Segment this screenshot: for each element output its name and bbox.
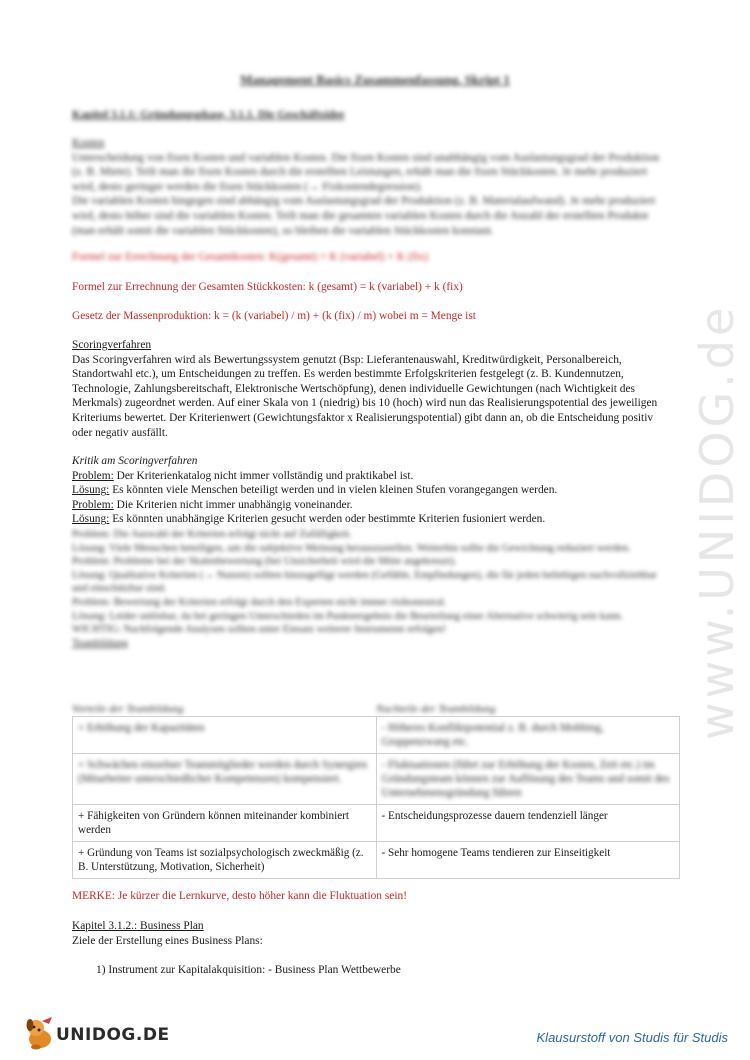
kosten-paragraph-1: Unterscheidung von fixen Kosten und variablen Kosten. Die fixen Kosten sind unabhängig vom Auslastungsgrad der Produktion (z. B. Miete). Teilt man die fixen Kosten durch die erstellten Leistungen, erhält man die fixen Stückkosten. Je mehr produziert wird, desto geringer werden die fixen Stückkosten (→ Fixkostendegression). [72,151,660,193]
kritik-heading: Kritik am Scoringverfahren [72,455,198,467]
merke-note: MERKE: Je kürzer die Lernkurve, desto höher kann die Fluktuation sein! [72,890,407,902]
kosten-paragraph-2: Die variablen Kosten hingegen sind abhängig vom Auslastungsgrad der Produktion (z. B. Materialaufwand). Je mehr produziert wird, desto höher sind die variablen Kosten. Teilt man die gesamten variablen Kosten durch die Anzahl der erstellten Produkte (man erhält somit die variablen Stückkosten), so bleiben die variablen Stückkosten konstant. [72,195,656,237]
kosten-section [72,136,672,238]
scoring-heading: Scoringverfahren [72,339,152,351]
team-cell-pro: + Gründung von Teams ist sozialpsychologisch zweckmäßig (z. B. Unterstützung, Motivation, Sicherheit) [73,842,377,879]
formula-stueckkosten: Formel zur Errechnung der Gesamten Stückkosten: k (gesamt) = k (variabel) + k (fix) [72,281,463,293]
kosten-heading: Kosten [72,137,105,149]
team-cell-pro: + Schwächen einzelner Teammitglieder werden durch Synergien (Mitarbeiter unterschiedlicher Kompetenzen) kompensiert. [73,754,377,805]
table-row [73,805,680,842]
kritik-line-2: Lösung: Es könnten viele Menschen beteiligt werden und in vielen kleinen Stufen vorangegangen werden. [72,484,558,497]
team-cell-contra: - Sehr homogene Teams tendieren zur Einseitigkeit [376,842,680,879]
team-cell-pro: + Erhöhung der Kapazitäten [73,717,377,754]
kritik-blurred-line: Problem: Probleme bei der Skalenbewertung (bei Unsicherheit wird die Mitte angekreuzt). [72,556,457,568]
kritik-line-3: Problem: Die Kriterien nicht immer unabhängig voneinander. [72,498,353,511]
team-table [72,716,680,879]
kritik-blurred-line: Problem: Bewertung der Kriterien erfolgt durch den Experten nicht immer risikoneutral. [72,596,447,608]
team-cell-pro: + Fähigkeiten von Gründern können miteinander kombiniert werden [73,805,377,842]
teambildung-heading: Teambildung [72,637,128,649]
ziele-text: Ziele der Erstellung eines Business Plans: [72,935,263,947]
kritik-blurred-line: Problem: Die Auswahl der Kriterien erfolgt nicht auf Zufälligkeit. [72,529,352,540]
chapter-heading-312: Kapitel 3.1.2.: Business Plan [72,920,204,932]
team-head-left: Vorteile der Teambildung [72,703,184,715]
team-head-right: Nachteile der Teambildung [376,703,496,715]
kritik-blurred-line: Lösung: Qualitative Kriterien (→ Nutzen) sollten hinzugefügt werden (Gefühle, Empfindungen), die für jeden beliebigen nachvollziehbar und einschätzbar sind. [72,569,657,595]
team-cell-contra: - Höheres Konfliktpotential z. B. durch Mobbing, Gruppenzwang etc. [376,717,680,754]
kritik-blurred-line: Lösung: Leider unlösbar, da bei geringen Unterschieden im Punkteergebnis die Beurteilung einer Alternative schwierig sein kann. [72,610,623,622]
watermark: www.UNIDOG.de [690,303,744,740]
scoring-text: Das Scoringverfahren wird als Bewertungssystem genutzt (Bsp: Lieferantenauswahl, Kreditwürdigkeit, Personalbereich, Standortwahl etc.), um Entscheidungen zu treffen. Es werden bestimmte Erfolgskriterien festgelegt (z. B. Kundennutzen, Technologie, Zahlungsbereitschaft, Elektronische Wertschöpfung), denen individuelle Gewichtungen (nach Wichtigkeit des Merkmals) zugeordnet werden. Auf einer Skala von 1 (niedrig) bis 10 (hoch) wird nun das Realisierungspotential des jeweiligen Kriteriums bewertet. Der Kriterienwert (Gewichtungsfaktor x Realisierungspotential) gibt dann an, ob die Entscheidung positiv oder negativ ausfällt. [72,353,658,439]
team-cell-contra: - Fluktuationen (führt zur Erhöhung der Kosten, Zeit etc.) im Gründungsteam können zur Auflösung des Teams und somit des Unternehmensgründung führen [376,754,680,805]
formula-massenproduktion: Gesetz der Massenproduktion: k = (k (variabel) / m) + (k (fix) / m) wobei m = Menge ist [72,310,476,322]
kritik-line-1: Problem: Der Kriterienkatalog nicht immer vollständig und praktikabel ist. [72,469,414,482]
table-row [73,842,680,879]
logo-text: UNIDOG.DE [56,1025,170,1045]
kritik-blurred-line: WICHTIG: Nachfolgende Analysen sollten unter Einsatz weiterer Instrumente erfolgen! [72,624,447,636]
team-cell-contra: - Entscheidungsprozesse dauern tendenziell länger [376,805,680,842]
kritik-blurred-section [72,528,672,650]
chapter-heading-311: Kapitel 3.1.1: Gründungsphase, 3.1.1. Die Geschäftsidee [72,109,345,121]
table-row [73,717,680,754]
list-item-1: 1) Instrument zur Kapitalakquisition: - Business Plan Wettbewerbe [96,964,401,976]
footer-slogan: Klausurstoff von Studis für Studis [536,1030,728,1045]
document-title: Management Basics Zusammenfassung, Skript 1 [240,72,510,87]
kritik-section [72,454,672,527]
table-row [73,754,680,805]
unidog-logo[interactable] [22,1015,170,1051]
kritik-blurred-line: Lösung: Viele Menschen beteiligen, um die subjektive Meinung herauszustellen. Weiterhin sollte die Gewichtung reduziert werden. [72,542,631,554]
team-table-header [72,703,680,715]
kritik-line-4: Lösung: Es könnten unabhängige Kriterien gesucht werden oder bestimmte Kriterien fusioniert werden. [72,513,546,526]
formula-gesamtkosten: Formel zur Errechnung der Gesamtkosten: K(gesamt) = K (variabel) + K (fix) [72,251,429,263]
scoring-section [72,338,672,440]
